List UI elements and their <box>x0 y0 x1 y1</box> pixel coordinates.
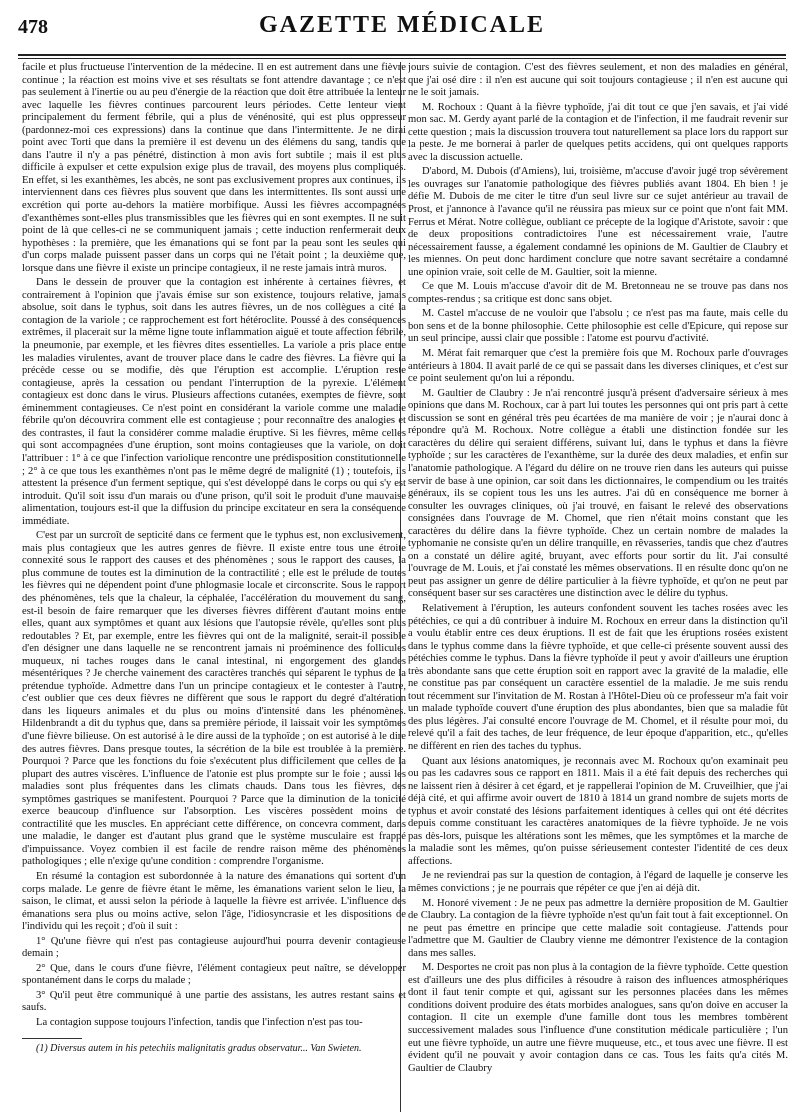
footnote: (1) Diversus autem in his petechiis malignitatis gradus observatur... Van Swieten. <box>36 1042 362 1054</box>
paragraph: C'est par un surcroît de septicité dans ce ferment que le typhus est, non exclusivement, mais plus contagieux que les autres genres de fièvre. Il existe entre tous une étroite connexité sous le rapport des causes et des phénomènes ; sous le rapport des causes, la plus commune de toutes est la diminution de la contractilité ; elle est le prélude de toutes les fièvres qui ne dépendent point d'une phlogmasie locale et circonscrite. Sous le rapport des phénomènes, tels que la chaleur, la céphalée, l'accélération du mouvement du sang, est-il besoin de faire remarquer que les diverses fièvres diffèrent d'autant moins entre elles, quant aux symptômes et quant aux lésions que l'autopsie révèle, qu'elles sont plus redoutables ? Et, par exemple, entre les fièvres qui ont de la malignité, serait-il possible d'en désigner une dans laquelle ne se rencontrent jamais ni proéminence des follicules muqueux, ni taches rouges dans le canal intestinal, ni engorgement des glandes mésentériques ? Je cherche vainement des caractères tranchés qui séparent le typhus de la prétendue typhoïde. Admettre dans l'un un principe contagieux et le contester à l'autre, c'est oublier que ces deux fièvres ne diffèrent que sous le rapport du degré d'altération dans les liqueurs animales et du plus ou moins d'intensité dans les phénomènes. Hildenbrandt a dit du typhus que, dans sa première période, il laissait voir les symptômes d'une fièvre bilieuse. On est autorisé à le dire aussi de la typhoïde ; on est autorisé à le dire des autres fièvres. Dans presque toutes, la sécrétion de la bile est troublée à la première. Pourquoi ? Parce que les fonctions du foie s'exécutent plus difficilement que celles de la plupart des autres viscères. L'influence de l'atonie est plus prompte sur le foie ; aussi les maladies sont plus fréquentes dans les climats chauds. Dans tous les fièvres, des symptômes gastriques se manifestent. Pourquoi ? Parce que la diminution de la tonicité exerce beaucoup d'influence sur l'absorption. Les viscères possèdent moins de contractilité que les muscles. En appréciant cette différence, on concevra comment, dans une maladie, le danger est d'autant plus grand que le système musculaire est frappé d'impuissance. Voyez combien il est facile de rendre raison même des phénomènes pathologiques ; elle n'exige qu'une condition : comprendre l'organisme. <box>22 530 406 868</box>
paragraph: La contagion suppose toujours l'infection, tandis que l'infection n'est pas tou- <box>36 1017 363 1029</box>
paragraph: D'abord, M. Dubois (d'Amiens), lui, troisième, m'accuse d'avoir jugé trop sévèrement les ouvrages sur l'anatomie pathologique des fièvres publiés avant 1804. Eh bien ! je défie M. Dubois de me citer le titre d'un seul livre sur ce sujet antérieur au travail de Prost, et j'annonce à l'avance qu'il ne réussira pas mieux sur ce point que n'ont fait MM. Ferrus et Mérat. Notre collègue, oubliant ce précepte de la logique d'Aristote, savoir : que de deux propositions contradictoires l'une est nécessairement vraie, l'autre nécessairement fausse, a également condamné les opinions de M. Gaultier de Claubry et les miennes. On peut donc hardiment conclure que notre savant secrétaire a condamné une opinion vraie, soit celle de M. Gaultier, soit la mienne. <box>408 166 788 278</box>
header-rule-thin <box>18 58 786 59</box>
paragraph: M. Mérat fait remarquer que c'est la première fois que M. Rochoux parle d'ouvrages antérieurs à 1804. Il avait parlé de ce qui se passait dans les diverses cliniques, et c'est sur ce point seulement qu'on lui a répondu. <box>408 348 788 385</box>
paragraph: Relativement à l'éruption, les auteurs confondent souvent les taches rosées avec les pétéchies, ce qui a dû contribuer à induire M. Rochoux en erreur dans la distinction qu'il a voulu établir entre ces deux éruptions. Il est de fait que les éruptions rosées existent dans le typhus comme dans la fièvre typhoïde, et que celle-ci présente souvent aussi des pétéchies comme le typhus. Dans la fièvre typhoïde il peut y avoir d'ailleurs une éruption très abondante sans que cette éruption soit en rapport avec la gravité de la maladie, elle ne constitue pas par conséquent un caractère essentiel de la maladie. Je me suis rendu tout récemment sur l'invitation de M. Rostan à l'Hôtel-Dieu où ce professeur m'a fait voir un malade typhoïde couvert d'une éruption des plus abondantes, bien que sa maladie fût des plus légères. J'ai consulté encore l'ouvrage de M. Chomel, et il résulte pour moi, du relevé qu'il a fait des taches, de leur fréquence, de leur époque d'apparition, etc., qu'elles ne diffèrent en rien des taches du typhus. <box>408 602 788 752</box>
paragraph: M. Castel m'accuse de ne vouloir que l'absolu ; ce n'est pas ma faute, mais celle du bon sens et de la bonne philosophie. Cette philosophie est celle d'Epicure, qui repose sur un seul principe, aussi clair que possible : l'atome est pourvu d'activité. <box>408 308 788 345</box>
paragraph: facile et plus fructueuse l'intervention de la médecine. Il en est autrement dans une fièvre continue ; la réaction est moins vive et ses résultats se font attendre davantage ; ce n'est pas seulement à l'inertie ou au peu d'énergie de la réaction que doit être attribuée la lenteur avec laquelle les fièvres continues parcourent leurs périodes. Cette lenteur vient principalement du ferment fébrile, qui a plus de vénénosité, qui est plus oppresseur (pardonnez-moi ces expressions) dans la continue que dans l'intermittente. Je ne dirai point avec Torti que dans la première il est devenu un des élémens du sang, tandis que dans l'autre il n'y a pas pénétré, distinction à mon avis fort subtile ; mais il est plus difficile à expulser et cette expulsion exige plus de travail, des moyens plus compliqués. En effet, si les exanthèmes, les abcès, ne sont pas exclusivement propres aux continues, ils interviennent dans ces fièvres plus souvent que dans les intermittentes. Ils sont aussi une excrétion qui porte au-dehors la matière morbifique. Aussi les fièvres accompagnées d'exanthèmes sont-elles plus transmissibles que les fièvres qui en sont exemptes. Il ne suit point de là que celles-ci ne se communiquent jamais ; cette induction renfermerait deux hypothèses : la première, que les émanations qui se font par la peau sont les seules qui d'un corps malade puissent passer dans un corps qui ne l'était point ; la deuxième que, lorsque dans une fièvre il existe un principe contagieux, il ne reste jamais intrà muros. <box>22 62 406 274</box>
paragraph: M. Desportes ne croit pas non plus à la contagion de la fièvre typhoïde. Cette question est d'ailleurs une des plus difficiles à résoudre à raison des influences atmosphériques dont il faut tenir compte et qui, agissant sur les personnes placées dans les mêmes conditions doivent produire des états morbides analogues, sans qu'on doive en accuser la contagion. Il cite un exemple d'une famille dont tous les membres tombèrent successivement malades sous l'influence d'une constitution médicale particulière ; l'un eut une fièvre typhoïde, un autre une fièvre muqueuse, etc., et tous avec une fièvre. Il est évident qu'il ne pouvait y avoir contagion dans ce cas. Tous les faits qu'a cités M. Gaultier de Claubry <box>408 962 788 1074</box>
journal-title: GAZETTE MÉDICALE <box>258 12 546 38</box>
paragraph: Quant aux lésions anatomiques, je reconnais avec M. Rochoux qu'on examinait peu ou pas les cadavres sous ce rapport en 1811. Mais il a été fait depuis des recherches qui ne laissent rien à désirer à cet égard, et je rappellerai l'opinion de M. Cruveilhier, que j'ai déjà cité, et qui affirme avoir ouvert de 1810 à 1814 un grand nombre de sujets morts de typhus et avoir constaté des lésions parfaitement identiques à celles qui ont été décrites depuis comme constituant les caractères anatomiques de la fièvre typhoïde. Je ne vois pas dès-lors, puisque les altérations sont les mêmes, que les symptômes et la marche de la maladie sont les mêmes, qu'on puisse sérieusement contester l'identité de ces deux affections. <box>408 755 788 867</box>
footnote-rule <box>22 1038 82 1039</box>
paragraph: M. Honoré vivement : Je ne peux pas admettre la dernière proposition de M. Gaultier de Claubry. La contagion de la fièvre typhoïde n'est qu'un fait tout à fait exceptionnel. On ne peut pas émettre en principe que cette maladie soit contagieuse. J'attends pour l'admettre que M. Gaultier de Claubry vienne me démontrer l'existence de la contagion dans mes salles. <box>408 897 788 959</box>
paragraph: Dans le dessein de prouver que la contagion est inhérente à certaines fièvres, et contrairement à l'opinion que j'avais émise sur son existence, toujours relative, jamais absolue, soit dans le typhus, soit dans les autres fièvres, un de nos collègues a cité la contagion de la variole ; ce rapprochement est fort hétéroclite. Poussé à des conséquences extrêmes, il placerait sur la même ligne toute inflammation aiguë et toute affection fébrile, la pneumonie, par exemple, et les fièvres dites essentielles. La variole a pris place entre les maladies virulentes, avant de trouver place dans le cadre des fièvres. La fièvre qui la précède cesse ou se modifie, dès que l'éruption est accomplie. L'éruption reste contagieuse, après la cessation ou pendant l'interruption de la pyrexie. L'élément contagieux est donc dans le virus. Plusieurs affections cutanées, exemptes de fièvre, sont éminemment contagieuses. Ce n'est point en considérant la variole comme une maladie fébrile qu'on découvrira comment elle est contagieuse ; pour reconnaître des analogies et des contrastes, il faut la considérer comme maladie éruptive. Si les fièvres, même celles qui sont accompagnées d'une éruption, sont moins contagieuses que la variole, on doit l'attribuer : 1° à ce que l'infection variolique rencontre une prédisposition constitutionnelle ; 2° à ce que tous les exanthèmes n'ont pas le même degré de malignité (1) ; toutefois, ils attestent la présence d'un ferment septique, qui s'est développé dans le corps ou qui s'y est introduit. Qu'il soit issu d'un marais ou d'une prison, qu'il soit le produit d'une mauvaise alimentation, toujours est-il que la diffusion du principe excitateur en sera la conséquence immédiate. <box>22 277 406 527</box>
header-rule <box>18 54 786 56</box>
list-item: 2° Que, dans le cours d'une fièvre, l'élément contagieux peut naître, se développer spontanément dans le corps du malade ; <box>22 962 406 987</box>
page-number: 478 <box>18 16 48 38</box>
paragraph: En résumé la contagion est subordonnée à la nature des émanations qui sortent d'un corps malade. Le genre de fièvre étant le même, les émanations varient selon le lieu, la saison, le climat, et aussi selon la période à laquelle la fièvre est arrivée. L'influence des émanations sera plus ou moins active, selon l'âge, l'idiosyncrasie et les dispositions de l'individu qui les reçoit ; d'où il suit : <box>22 871 406 933</box>
left-column <box>22 62 406 1112</box>
paragraph: Je ne reviendrai pas sur la question de contagion, à l'égard de laquelle je conserve les mêmes convictions ; je ne pourrais que répéter ce que j'en ai déjà dit. <box>408 870 788 894</box>
page-header <box>18 6 786 46</box>
paragraph: M. Gaultier de Claubry : Je n'ai rencontré jusqu'à présent d'adversaire sérieux à mes opinions que dans M. Rochoux, car à part lui toutes les personnes qui ont pris part à cette discussion se sont en général très peu écartées de ma manière de voir ; je n'aurai donc à répondre qu'à M. Rochoux. Notre collègue a établi une distinction fondée sur les caractères du délire qui seraient différens, suivant lui, dans le typhus et dans la fièvre typhoïde ; sur les caractères de l'exanthème, sur la durée des deux maladies, et enfin sur l'anatomie pathologique. A l'égard du délire on ne trouve rien dans les auteurs qui puisse servir de base à une opinion, car soit dans les dictionnaires, le compendium ou les traités généraux, ils se copient tous les uns les autres. J'ai dû en conséquence me borner à consulter les ouvrages cliniques, où j'ai trouvé, en faisant le relevé des observations consignées dans l'ouvrage de M. Chomel, que rien n'était moins constant que les caractères du délire dans la fièvre typhoïde. Chez un certain nombre de malades la typhomanie ne consiste qu'en un délire tranquille, en rêvasseries, tandis que chez d'autres on a constaté un délire agité, bruyant, avec efforts pour sortir du lit. J'ai consulté l'ouvrage de M. Louis, et j'ai constaté les mêmes observations. Il en résulte donc qu'on ne peut pas assigner un genre de délire particulier à la fièvre typhoïde, et qu'on ne peut par conséquent baser sur ses caractères une distinction avec le délire du typhus. <box>408 387 788 600</box>
paragraph: jours suivie de contagion. C'est des fièvres seulement, et non des maladies en général, que j'ai osé dire : il n'en est aucune qui soit toujours contagieuse ; il n'en est aucune qui ne le soit jamais. <box>408 62 788 99</box>
paragraph: M. Rochoux : Quant à la fièvre typhoïde, j'ai dit tout ce que j'en savais, et j'ai vidé mon sac. M. Gerdy ayant parlé de la contagion et de l'infection, il me faudrait revenir sur cette question ; mais la discussion trouvera tout naturellement sa place lors du rapport sur la peste. Je me bornerai à parler de quelques petits accidens, qui ont quelques rapports avec la discussion actuelle. <box>408 101 788 163</box>
column-divider <box>400 62 401 1112</box>
right-column <box>408 62 788 1112</box>
list-item: 1° Qu'une fièvre qui n'est pas contagieuse aujourd'hui pourra devenir contagieuse demain ; <box>22 935 406 960</box>
list-item: 3° Qu'il peut être communiqué à une partie des assistans, les autres restant sains et saufs. <box>22 989 406 1014</box>
paragraph: Ce que M. Louis m'accuse d'avoir dit de M. Bretonneau ne se trouve pas dans nos comptes-rendus ; sa critique est donc sans objet. <box>408 281 788 305</box>
